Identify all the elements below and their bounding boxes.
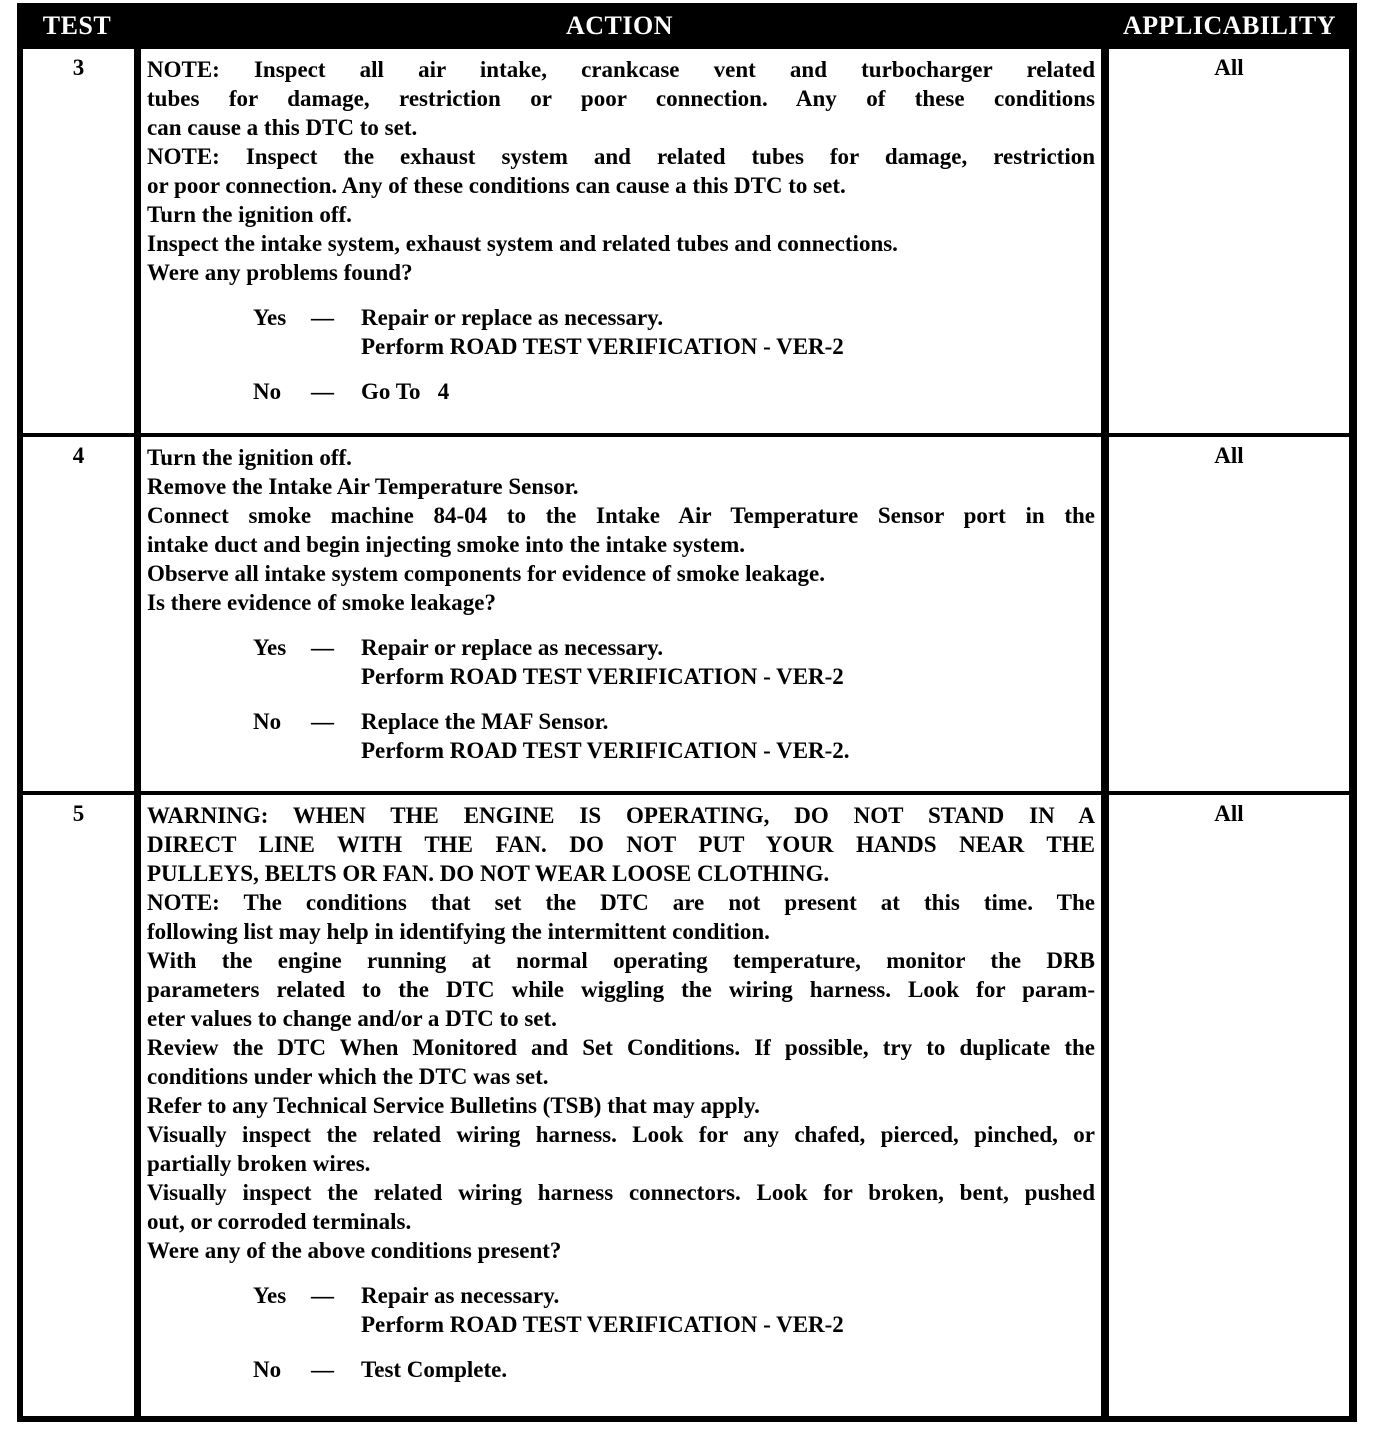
action-line: Remove the Intake Air Temperature Sensor. [147, 474, 579, 499]
action-line: tubes for damage, restriction or poor connection. Any of these conditions [147, 86, 1095, 111]
header-action: ACTION [565, 11, 673, 40]
test-number-3: 3 [23, 49, 134, 433]
no-text [361, 377, 449, 406]
action-line: Visually inspect the related wiring harness connectors. Look for broken, bent, pushed [147, 1180, 1095, 1205]
action-line: parameters related to the DTC while wiggling the wiring harness. Look for param- [147, 977, 1095, 1002]
action-line: out, or corroded terminals. [147, 1209, 412, 1234]
no-text [361, 707, 850, 765]
action-line: Review the DTC When Monitored and Set Conditions. If possible, try to duplicate the [147, 1035, 1095, 1060]
no-label: No [253, 709, 282, 734]
action-line: intake duct and begin injecting smoke into the intake system. [147, 532, 746, 557]
action-line: eter values to change and/or a DTC to set. [147, 1006, 557, 1031]
action-line: following list may help in identifying the intermittent condition. [147, 919, 770, 944]
action-line: Inspect the intake system, exhaust system and related tubes and connections. [147, 231, 898, 256]
action-line: Connect smoke machine 84-04 to the Intake Air Temperature Sensor port in the [147, 503, 1095, 528]
dash: — [311, 379, 334, 404]
dash: — [311, 305, 334, 330]
no-line: Test Complete. [361, 1357, 508, 1382]
test-number-5: 5 [23, 795, 134, 1416]
action-line: Refer to any Technical Service Bulletins (TSB) that may apply. [147, 1093, 760, 1118]
dash: — [311, 635, 334, 660]
no-response [253, 377, 1095, 406]
procedure-table [17, 3, 1357, 1422]
action-line: Were any of the above conditions present? [147, 1238, 562, 1263]
header-applicability: APPLICABILITY [1122, 11, 1337, 40]
yes-text [361, 1281, 844, 1339]
yes-label: Yes [253, 1283, 287, 1308]
no-response [253, 707, 1095, 765]
yes-line: Perform ROAD TEST VERIFICATION - VER-2 [361, 334, 844, 359]
no-label: No [253, 379, 282, 404]
yes-line: Perform ROAD TEST VERIFICATION - VER-2 [361, 1312, 844, 1337]
action-line: conditions under which the DTC was set. [147, 1064, 549, 1089]
action-line: Visually inspect the related wiring harness. Look for any chafed, pierced, pinched, or [147, 1122, 1095, 1147]
applicability-4: All [1109, 437, 1349, 791]
no-line: Perform ROAD TEST VERIFICATION - VER-2. [361, 738, 850, 763]
action-line: or poor connection. Any of these conditions can cause a this DTC to set. [147, 173, 846, 198]
no-text [361, 1355, 507, 1384]
action-line: NOTE: Inspect the exhaust system and related tubes for damage, restriction [147, 144, 1095, 169]
no-label: No [253, 1357, 282, 1382]
no-line: Replace the MAF Sensor. [361, 709, 609, 734]
yes-text [361, 633, 844, 691]
action-line: NOTE: Inspect all air intake, crankcase vent and turbocharger related [147, 57, 1095, 82]
yes-text [361, 303, 844, 361]
action-line: Were any problems found? [147, 260, 413, 285]
yes-response [253, 1281, 1095, 1339]
dash: — [311, 1357, 334, 1382]
yes-response [253, 633, 1095, 691]
yes-line: Repair as necessary. [361, 1283, 560, 1308]
no-line: Go To 4 [361, 379, 450, 404]
test-number-4: 4 [23, 437, 134, 791]
action-line: Turn the ignition off. [147, 202, 352, 227]
warning-line: PULLEYS, BELTS OR FAN. DO NOT WEAR LOOSE CLOTHING. [147, 861, 830, 886]
action-cell-4 [141, 437, 1101, 791]
action-cell-5 [141, 795, 1101, 1416]
action-line: With the engine running at normal operating temperature, monitor the DRB [147, 948, 1095, 973]
dash: — [311, 709, 334, 734]
yes-line: Repair or replace as necessary. [361, 305, 664, 330]
warning-line: WARNING: WHEN THE ENGINE IS OPERATING, DO NOT STAND IN A [147, 803, 1095, 828]
yes-label: Yes [253, 305, 287, 330]
header-test: TEST [42, 11, 112, 40]
yes-response [253, 303, 1095, 361]
action-cell-3 [141, 49, 1101, 433]
action-line: Turn the ignition off. [147, 445, 352, 470]
action-line: Is there evidence of smoke leakage? [147, 590, 496, 615]
action-line: NOTE: The conditions that set the DTC are not present at this time. The [147, 890, 1095, 915]
action-line: Observe all intake system components for evidence of smoke leakage. [147, 561, 825, 586]
applicability-3: All [1109, 49, 1349, 433]
dash: — [311, 1283, 334, 1308]
yes-label: Yes [253, 635, 287, 660]
yes-line: Repair or replace as necessary. [361, 635, 664, 660]
no-response [253, 1355, 1095, 1384]
action-line: partially broken wires. [147, 1151, 371, 1176]
action-line: can cause a this DTC to set. [147, 115, 418, 140]
yes-line: Perform ROAD TEST VERIFICATION - VER-2 [361, 664, 844, 689]
applicability-5: All [1109, 795, 1349, 1416]
warning-line: DIRECT LINE WITH THE FAN. DO NOT PUT YOUR HANDS NEAR THE [147, 832, 1095, 857]
